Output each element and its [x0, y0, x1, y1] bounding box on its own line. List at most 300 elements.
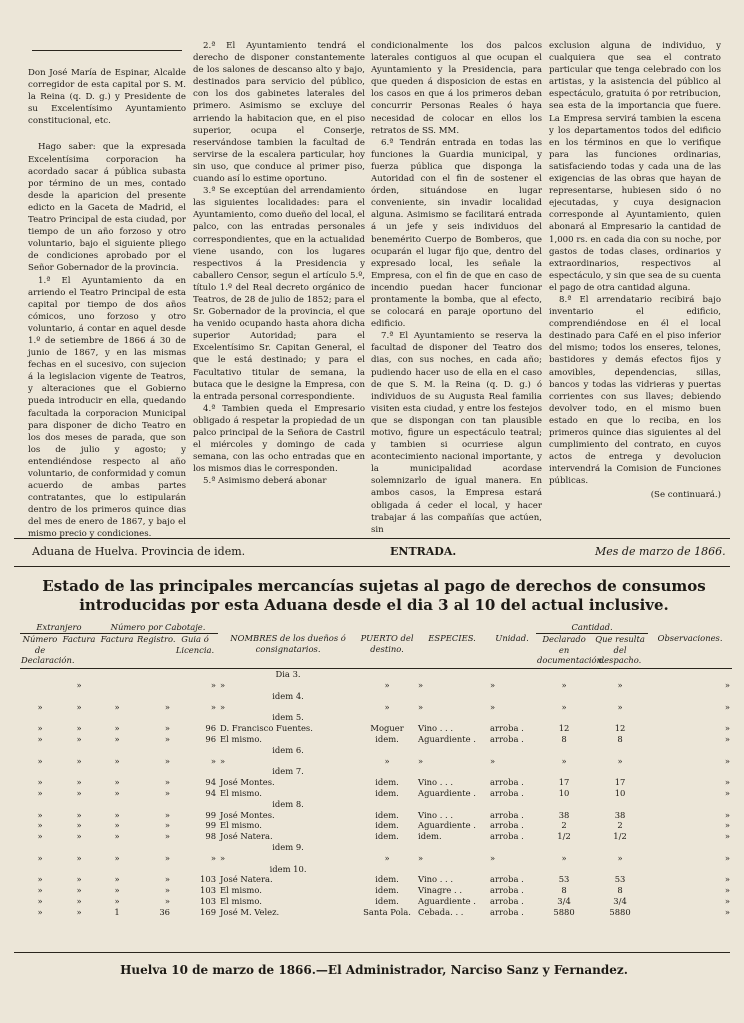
cell-c2: »: [76, 906, 82, 917]
cell-nombre: »: [220, 852, 226, 863]
cell-guia: 96: [205, 733, 217, 744]
cell-c2: [60, 799, 98, 810]
cell-obs: »: [724, 755, 731, 766]
col-header-registro: Registro.: [137, 633, 176, 644]
cell-dec: 3/4: [557, 895, 571, 906]
cell-c1: »: [37, 787, 43, 798]
cell-res: [592, 669, 648, 680]
cell-nombre: idem 7.: [272, 766, 304, 777]
cell-res: 8: [617, 885, 623, 896]
table-row: [20, 777, 732, 788]
cell-obs: »: [724, 820, 731, 831]
cell-c3: »: [114, 723, 120, 734]
cell-c4: »: [164, 701, 171, 712]
table-row: [20, 896, 732, 907]
cell-guia: 103: [200, 874, 217, 885]
cell-c1: »: [37, 885, 43, 896]
cell-especie: Vino . . .: [418, 874, 454, 885]
cell-c2: »: [76, 787, 82, 798]
cell-res: [592, 712, 648, 723]
cell-c4: 36: [159, 906, 171, 917]
cell-c4: »: [164, 895, 171, 906]
cell-puerto: [358, 864, 416, 875]
cell-dec: [536, 691, 592, 702]
paragraph: 3.ª Se exceptúan del arrendamiento las siguientes localidades: para el Ayuntamiento, como dueño del local, el palco, con las entradas personales correspondientes, que en la actualidad viene usando, con los lugares respectivos á la Presidencia y caballero Censor, segun el artículo 5.º, título 1.º del Real decreto orgánico de Teatros, de 28 de julio de 1852; para el Sr. Gobernador de la provincia, el que ha venido ocupando hasta ahora dicha superior Autoridad; para el Excelentísimo Sr. Capitan General, el que le está destinado; y para el Facultativo titular de semana, la butaca que le designe la Empresa, con la entrada personal correspondiente.: [193, 186, 365, 402]
cell-c3: [98, 766, 136, 777]
cell-c2: »: [76, 874, 82, 885]
cell-c1: »: [37, 733, 43, 744]
col-header-nombres: NOMBRES de los dueños ó consignatarios.: [230, 633, 346, 655]
table-row: [20, 831, 732, 842]
cell-c3: »: [114, 755, 120, 766]
cell-dec: 12: [558, 723, 570, 734]
table-row: [20, 907, 732, 918]
cell-especie: [416, 745, 488, 756]
cell-c4: »: [164, 885, 171, 896]
cell-obs: »: [724, 831, 731, 842]
paragraph: exclusion alguna de individuo, y cualquiera que sea el contrato particular que tenga celebrado con los artistas, y la asistencia del público al espectáculo, gratuita ó por retribucion, sea esta de la importancia que fuere. La Empresa servirá tambien la escena y los departamentos todos del edificio en los términos en que lo verifique para las funciones ordinarias, satisfaciendo todas y cada una de las exigencias de las obras que hayan de representarse, hubiesen sido ó no ejecutadas, y cuya designacion corresponde al Ayuntamiento, quien abonará al Empresario la cantidad de 1,000 rs. en cada dia con su noche, por gastos de todas clases, ordinarios y extraordinarios, respectivos al espectáculo, y sin que sea de su cuenta el pago de otra cantidad alguna.: [549, 41, 721, 293]
cell-c3: [98, 669, 136, 680]
cell-c4: [136, 799, 172, 810]
cell-puerto: idem.: [375, 787, 399, 798]
cell-c1: [20, 766, 60, 777]
cell-nombre: Dia 3.: [275, 669, 301, 680]
cell-dec: [536, 712, 592, 723]
cell-c2: »: [76, 777, 82, 788]
cell-puerto: »: [384, 679, 390, 690]
table-row: [20, 680, 732, 691]
cell-res: »: [617, 755, 623, 766]
paragraph: 1.ª El Ayuntamiento da en arriendo el Teatro Principal de esta capital por tiempo de dos años cómicos, uno forzoso y otro voluntario, á contar en aquel desde 1.º de setiembre de 1866 á 30 de junio de 1867, y en las mismas fechas en el sucesivo, con sujecion á la legislacion vigente de Teatros, y alteraciones que el Gobierno pueda introducir en ella, quedando facultada la corporacion Municipal para disponer de dicho Teatro en los dos meses de parada, que son los de julio y agosto; y entendiéndose respecto al año voluntario, de conformidad y comun acuerdo de ambas partes contratantes, que lo estipularán dentro de los primeros quince dias del mes de enero de 1867, y bajo el mismo precio y condiciones.: [28, 275, 186, 540]
cell-c4: »: [164, 733, 171, 744]
header-left: Aduana de Huelva. Provincia de idem.: [32, 545, 246, 558]
column-3: [371, 40, 542, 535]
cell-c4: [136, 766, 172, 777]
cell-unidad: »: [490, 701, 496, 712]
cell-obs: [648, 712, 732, 723]
cell-dec: »: [561, 679, 567, 690]
cell-puerto: »: [384, 755, 390, 766]
cell-c3: »: [114, 733, 120, 744]
cell-c1: »: [37, 820, 43, 831]
cell-especie: Vino . . .: [418, 723, 454, 734]
cell-c2: [60, 745, 98, 756]
table-row: [20, 756, 732, 767]
cell-c1: »: [37, 895, 43, 906]
cell-unidad: [488, 712, 536, 723]
cell-c2: »: [76, 723, 82, 734]
table-row: [20, 691, 732, 702]
cell-especie: Vino . . .: [418, 809, 454, 820]
cell-c3: [98, 712, 136, 723]
cell-obs: »: [724, 874, 731, 885]
col-header-guia: Guia ó Licencia.: [175, 633, 215, 655]
cell-nombre: José M. Velez.: [220, 906, 280, 917]
col-header-puerto: PUERTO del destino.: [360, 633, 414, 655]
cell-guia: 99: [205, 820, 217, 831]
cell-unidad: arroba .: [490, 885, 524, 896]
cell-unidad: [488, 669, 536, 680]
cell-c1: [20, 842, 60, 853]
cell-c3: [98, 745, 136, 756]
cell-c4: »: [164, 874, 171, 885]
cell-especie: Vino . . .: [418, 777, 454, 788]
cell-dec: [536, 864, 592, 875]
cell-c3: [98, 691, 136, 702]
cell-dec: [536, 799, 592, 810]
cell-puerto: idem.: [375, 831, 399, 842]
cell-res: [592, 864, 648, 875]
cell-guia: [172, 669, 218, 680]
table-row: [20, 734, 732, 745]
cell-puerto: [358, 669, 416, 680]
cell-c2: »: [76, 755, 82, 766]
cell-c4: »: [164, 809, 171, 820]
cell-c4: »: [164, 787, 171, 798]
col-header-unidad: Unidad.: [495, 633, 529, 644]
cell-especie: »: [418, 679, 424, 690]
cell-c4: »: [164, 820, 171, 831]
cell-puerto: idem.: [375, 777, 399, 788]
cell-obs: »: [724, 787, 731, 798]
cell-dec: [536, 669, 592, 680]
cell-especie: »: [418, 755, 424, 766]
cell-unidad: »: [490, 755, 496, 766]
cell-unidad: »: [490, 852, 496, 863]
cell-puerto: [358, 799, 416, 810]
paragraph: 8.ª El arrendatario recibirá bajo inventario el edificio, comprendiéndose en él el local destinado para Café en el piso inferior del mismo; todos los enseres, telones, bastidores y demás efectos fijos y amovibles, dependencias, sillas, bancos y todas las vidrieras y puertas corrientes con sus llaves; debiendo devolver todo, en el mismo buen estado en que lo reciba, en los primeros quince dias siguientes al del cumplimiento del contrato, en cuyos actos de entrega y devolucion intervendrá la Comision de Funciones públicas.: [549, 294, 721, 487]
cell-unidad: arroba .: [490, 723, 524, 734]
cell-c1: »: [37, 701, 43, 712]
cell-c4: [136, 864, 172, 875]
cell-guia: [172, 864, 218, 875]
cell-obs: »: [724, 733, 731, 744]
goods-table: [20, 622, 732, 918]
cell-puerto: [358, 691, 416, 702]
cell-c4: [136, 842, 172, 853]
cell-c1: [20, 712, 60, 723]
cell-c2: [60, 766, 98, 777]
cell-c3: »: [114, 831, 120, 842]
cell-dec: [536, 842, 592, 853]
cell-dec: 5880: [553, 906, 575, 917]
table-bottom-rule: [14, 952, 730, 953]
cell-especie: [416, 799, 488, 810]
cell-c2: »: [76, 885, 82, 896]
cell-c2: [60, 691, 98, 702]
cell-c3: »: [114, 701, 120, 712]
table-row: [20, 702, 732, 713]
cell-guia: »: [210, 852, 217, 863]
cell-guia: 94: [205, 777, 217, 788]
cell-res: 1/2: [613, 831, 627, 842]
cell-puerto: idem.: [375, 874, 399, 885]
cell-nombre: idem 8.: [272, 798, 304, 809]
cell-res: »: [617, 679, 623, 690]
cell-c3: »: [114, 777, 120, 788]
cell-unidad: arroba .: [490, 820, 524, 831]
paragraph: 2.ª El Ayuntamiento tendrá el derecho de disponer constantemente de los salones de descanso alto y bajo, destinados para servicio del público, con los dos gabinetes laterales del primero. Asimismo se excluye del arriendo la habitacion que, en el piso superior, ocupa el Conserje, reservándose tambien la facultad de servirse de la escalera particular, hoy sin uso, que conduce al primer piso, cuando así lo estime oportuno.: [193, 41, 365, 185]
cell-guia: »: [210, 679, 217, 690]
cell-c4: [136, 669, 172, 680]
cell-especie: [416, 842, 488, 853]
table-row: [20, 766, 732, 777]
cell-guia: [172, 745, 218, 756]
cell-unidad: [488, 864, 536, 875]
cell-guia: 99: [205, 809, 217, 820]
header-center: ENTRADA.: [390, 545, 457, 558]
cell-res: 12: [614, 723, 626, 734]
table-row: [20, 788, 732, 799]
cell-dec: »: [561, 852, 567, 863]
cell-dec: 17: [558, 777, 570, 788]
cell-c3: »: [114, 787, 120, 798]
cell-c1: »: [37, 831, 43, 842]
cell-res: [592, 842, 648, 853]
cell-guia: 98: [205, 831, 217, 842]
section-divider: [14, 538, 730, 539]
header-right: Mes de marzo de 1866.: [595, 545, 726, 558]
cell-res: 8: [617, 733, 623, 744]
cell-res: 17: [614, 777, 626, 788]
col-header-especies: ESPECIES.: [428, 633, 476, 644]
cell-puerto: idem.: [375, 733, 399, 744]
cell-unidad: [488, 799, 536, 810]
cell-dec: 53: [558, 874, 570, 885]
cell-guia: [172, 712, 218, 723]
cell-nombre: José Montes.: [220, 809, 275, 820]
cell-dec: 8: [561, 733, 567, 744]
cell-puerto: »: [384, 852, 390, 863]
cell-nombre: El mismo.: [220, 787, 262, 798]
cell-c3: [98, 864, 136, 875]
cell-c2: [60, 712, 98, 723]
cell-c2: »: [76, 679, 82, 690]
cell-especie: [416, 691, 488, 702]
cell-puerto: idem.: [375, 809, 399, 820]
cell-res: »: [617, 852, 623, 863]
cell-puerto: »: [384, 701, 390, 712]
cell-unidad: [488, 842, 536, 853]
cell-res: 5880: [609, 906, 631, 917]
table-row: [20, 810, 732, 821]
continuation-note: (Se continuará.): [650, 490, 721, 501]
cell-res: 2: [617, 820, 623, 831]
cell-especie: Aguardiente .: [418, 787, 476, 798]
cell-puerto: [358, 766, 416, 777]
cell-unidad: [488, 745, 536, 756]
cell-unidad: »: [490, 679, 496, 690]
table-row: [20, 745, 732, 756]
cell-c2: »: [76, 733, 82, 744]
cell-unidad: arroba .: [490, 874, 524, 885]
cell-c3: »: [114, 809, 120, 820]
cell-res: [592, 745, 648, 756]
col-header-declarado: Declarado en documentación.: [537, 633, 605, 666]
cell-c1: [20, 669, 60, 680]
cell-nombre: idem 9.: [272, 841, 304, 852]
cell-c2: »: [76, 895, 82, 906]
cell-nombre: El mismo.: [220, 885, 262, 896]
cell-guia: 94: [205, 787, 217, 798]
cell-nombre: El mismo.: [220, 733, 262, 744]
cell-guia: »: [210, 755, 217, 766]
cell-puerto: Santa Pola.: [363, 906, 411, 917]
cell-obs: [648, 745, 732, 756]
cell-c1: »: [37, 809, 43, 820]
cell-nombre: idem 5.: [272, 712, 304, 723]
cell-obs: »: [724, 906, 731, 917]
cell-obs: [648, 842, 732, 853]
table-row: [20, 853, 732, 864]
cell-c3: »: [114, 820, 120, 831]
cell-puerto: [358, 712, 416, 723]
cell-c1: »: [37, 906, 43, 917]
paragraph: condicionalmente los dos palcos laterales contiguos al que ocupan el Ayuntamiento y la Presidencia, para que queden á disposicion de estas en los casos en que á los primeros deban concurrir Personas Reales ó haya necesidad de colocar en ellos los retratos de SS. MM.: [371, 41, 542, 136]
cell-especie: [416, 669, 488, 680]
column-2: [193, 40, 365, 530]
decree-heading: Don José María de Espinar, Alcalde corregidor de esta capital por S. M. la Reina (q. D. g.) y Presidente de su Excelentísimo Ayuntamiento constitucional, etc.: [28, 68, 186, 127]
cell-nombre: José Natera.: [220, 874, 273, 885]
paragraph: 7.ª El Ayuntamiento se reserva la facultad de disponer del Teatro dos dias, con sus noches, en cada año; pudiendo hacer uso de ella en el caso de que S. M. la Reina (q. D. g.) ó individuos de su Augusta Real familia visiten esta ciudad, y entre los festejos que se dispongan con tan plausible motivo, figure un espectáculo teatral; y tambien si ocurriese algun acontecimiento nacional importante, y la municipalidad acordase solemnizarlo de igual manera. En ambos casos, la Empresa estará obligada á ceder el local, y hacer trabajar á las compañías que actúen, sin: [371, 331, 542, 535]
column-4: [549, 40, 721, 530]
table-row: [20, 712, 732, 723]
cell-especie: [416, 766, 488, 777]
cell-puerto: idem.: [375, 895, 399, 906]
cell-c2: »: [76, 852, 82, 863]
paragraph: 4.ª Tambien queda el Empresario obligado á respetar la propiedad de un palco principal de la Señora de Castril el miércoles y domingo de cada semana, con las ocho entradas que en los mismos dias le corresponden.: [193, 403, 365, 475]
cell-c2: »: [76, 701, 82, 712]
cell-especie: Cebada. . .: [418, 906, 464, 917]
cell-c4: [136, 712, 172, 723]
cell-obs: »: [724, 809, 731, 820]
cell-c3: »: [114, 874, 120, 885]
cell-guia: 103: [200, 885, 217, 896]
cell-obs: [648, 864, 732, 875]
cell-c4: »: [164, 831, 171, 842]
cell-c4: [136, 680, 172, 691]
cell-dec: »: [561, 701, 567, 712]
cell-dec: 38: [558, 809, 570, 820]
cell-especie: Vinagre . .: [418, 885, 462, 896]
cell-obs: »: [724, 701, 731, 712]
cell-nombre: idem 4.: [272, 690, 304, 701]
cell-especie: Aguardiente .: [418, 895, 476, 906]
cell-unidad: arroba .: [490, 831, 524, 842]
cell-nombre: »: [220, 679, 226, 690]
table-title: Estado de las principales mercancías sujetas al pago de derechos de consumos introducidas por esta Aduana desde el dia 3 al 10 del actual inclusive.: [42, 577, 706, 614]
cell-guia: [172, 799, 218, 810]
cell-nombre: D. Francisco Fuentes.: [220, 723, 313, 734]
cell-obs: »: [724, 679, 731, 690]
cell-res: 3/4: [613, 895, 627, 906]
cell-guia: [172, 842, 218, 853]
cell-res: [592, 799, 648, 810]
cell-nombre: El mismo.: [220, 895, 262, 906]
col-header-declaracion: Número de Declaración.: [21, 633, 75, 666]
cell-c2: »: [76, 831, 82, 842]
cell-dec: 2: [561, 820, 567, 831]
table-row: [20, 723, 732, 734]
cell-c1: [20, 799, 60, 810]
cell-c1: »: [37, 777, 43, 788]
cell-nombre: José Montes.: [220, 777, 275, 788]
cell-unidad: [488, 691, 536, 702]
cell-c2: »: [76, 820, 82, 831]
cell-c2: [60, 842, 98, 853]
col-header-observaciones: Observaciones.: [657, 633, 723, 644]
group-cantidad: Cantidad.: [536, 622, 648, 633]
customs-header: [30, 545, 728, 563]
cell-especie: Aguardiente .: [418, 820, 476, 831]
cell-c1: »: [37, 874, 43, 885]
cell-unidad: arroba .: [490, 809, 524, 820]
cell-especie: »: [418, 701, 424, 712]
cell-c1: »: [37, 755, 43, 766]
cell-nombre: »: [220, 755, 226, 766]
cell-guia: 103: [200, 895, 217, 906]
cell-dec: »: [561, 755, 567, 766]
cell-nombre: José Natera.: [220, 831, 273, 842]
cell-puerto: idem.: [375, 885, 399, 896]
cell-res: 38: [614, 809, 626, 820]
cell-nombre: idem 10.: [269, 863, 307, 874]
cell-puerto: [358, 842, 416, 853]
col-header-factura: Factura: [62, 633, 96, 644]
cell-obs: [648, 799, 732, 810]
cell-res: [592, 691, 648, 702]
cell-obs: [648, 669, 732, 680]
cell-c4: »: [164, 755, 171, 766]
cell-dec: 1/2: [557, 831, 571, 842]
col-header-factura: Factura: [100, 633, 134, 644]
cell-obs: »: [724, 885, 731, 896]
column-rule: [32, 50, 182, 51]
cell-c1: [20, 864, 60, 875]
cell-c3: [98, 842, 136, 853]
cell-nombre: idem 6.: [272, 744, 304, 755]
paragraph: 6.ª Tendrán entrada en todas las funciones la Guardia municipal, y fuerza pública que disponga la Autoridad con el fin de sostener el órden, situándose en lugar conveniente, sin invadir localidad alguna. Asimismo se facilitará entrada á un jefe y seis individuos del benemérito Cuerpo de Bomberos, que ocuparán el lugar fijo que, dentro del expresado local, les señale la Empresa, con el fin de que en caso de incendio puedan hacer funcionar prontamente la bomba, que al efecto, se colocará en paraje oportuno del edificio.: [371, 137, 542, 330]
cell-c4: [136, 691, 172, 702]
paragraph: Hago saber: que la expresada Excelentísima corporacion ha acordado sacar á pública subasta por término de un mes, contado desde la aparicion del presente edicto en la Gaceta de Madrid, el Teatro Principal de esta ciudad, por tiempo de un año forzoso y otro voluntario, bajo el siguiente pliego de condiciones aprobado por el Señor Gobernador de la provincia.: [28, 142, 186, 274]
group-extranjero: Extranjero: [20, 622, 98, 633]
cell-puerto: Moguer: [370, 723, 404, 734]
cell-c3: »: [114, 895, 120, 906]
cell-especie: idem.: [418, 831, 442, 842]
cell-dec: 8: [561, 885, 567, 896]
cell-obs: [648, 766, 732, 777]
cell-c1: [20, 680, 60, 691]
cell-res: 53: [614, 874, 626, 885]
cell-res: 10: [614, 787, 626, 798]
cell-unidad: arroba .: [490, 777, 524, 788]
table-row: [20, 874, 732, 885]
cell-puerto: [358, 745, 416, 756]
cell-c4: »: [164, 777, 171, 788]
table-row: [20, 669, 732, 680]
cell-guia: [172, 691, 218, 702]
cell-c3: »: [114, 852, 120, 863]
column-1: [28, 40, 186, 540]
cell-obs: »: [724, 895, 731, 906]
cell-unidad: arroba .: [490, 906, 524, 917]
header-divider: [14, 566, 730, 567]
cell-c1: [20, 691, 60, 702]
cell-c4: »: [164, 723, 171, 734]
cell-c3: [98, 799, 136, 810]
cell-obs: »: [724, 723, 731, 734]
cell-obs: »: [724, 777, 731, 788]
